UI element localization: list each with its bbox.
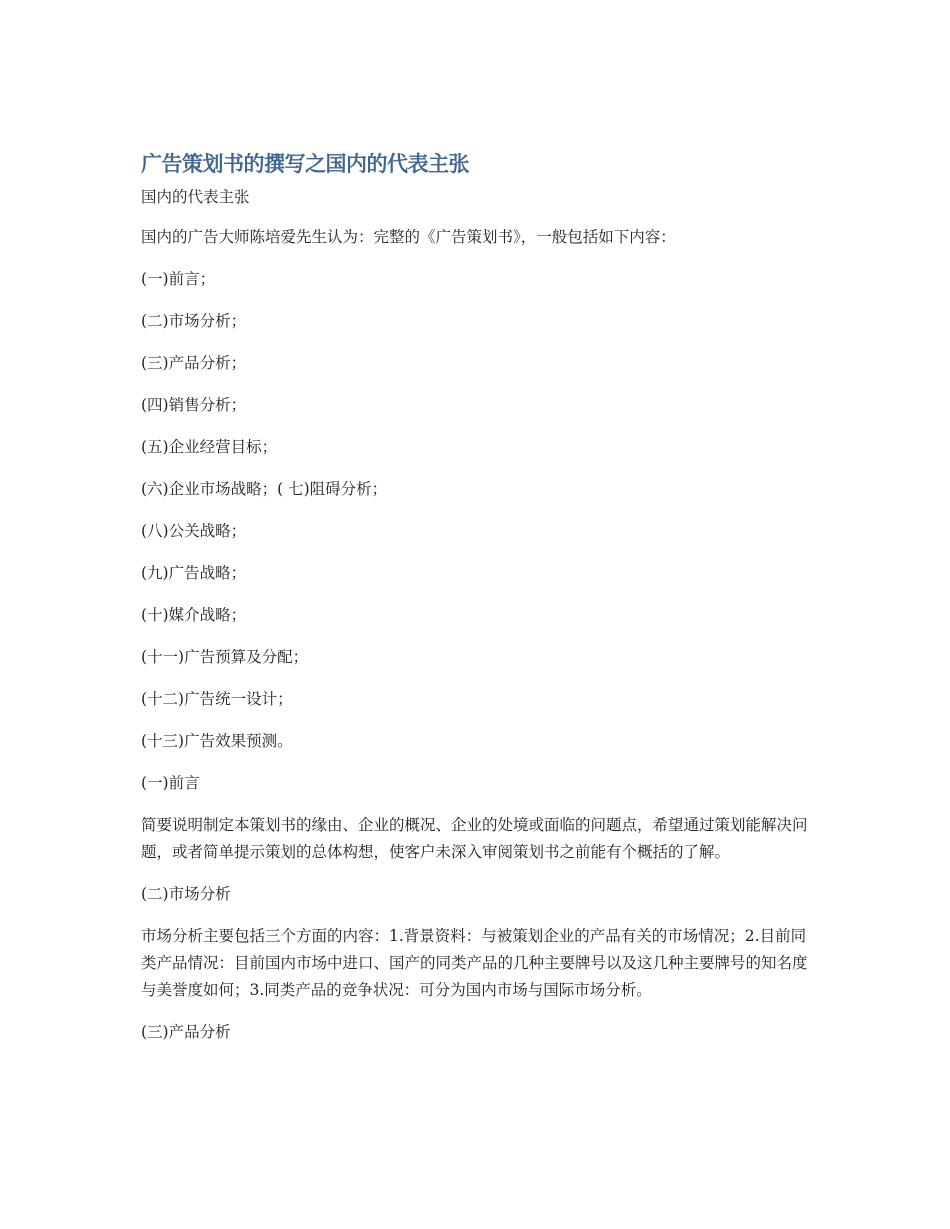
outline-item-1: (一)前言；: [141, 270, 216, 288]
outline-item-9: (九)广告战略；: [141, 564, 247, 582]
outline-item-3: (三)产品分析；: [141, 354, 247, 372]
intro-paragraph: 国内的广告大师陈培爱先生认为：完整的《广告策划书》，一般包括如下内容：: [141, 228, 676, 246]
outline-item-6-7: (六)企业市场战略；( 七)阻碍分析；: [141, 480, 388, 498]
outline-item-13: (十三)广告效果预测。: [141, 732, 293, 750]
outline-item-11: (十一)广告预算及分配；: [141, 648, 309, 666]
outline-item-5: (五)企业经营目标；: [141, 438, 278, 456]
section-heading-market-analysis: (二)市场分析: [141, 885, 231, 903]
outline-item-12: (十二)广告统一设计；: [141, 690, 293, 708]
document-title: 广告策划书的撰写之国内的代表主张: [141, 152, 469, 176]
outline-item-2: (二)市场分析；: [141, 312, 247, 330]
section-heading-preface: (一)前言: [141, 774, 200, 792]
market-analysis-body: 市场分析主要包括三个方面的内容：1.背景资料：与被策划企业的产品有关的市场情况；2.目前同类产品情况：目前国内市场中进口、国产的同类产品的几种主要牌号以及这几种主要牌号的知名度与美誉度如何；3.同类产品的竞争状况：可分为国内市场与国际市场分析。: [141, 927, 808, 999]
section-heading-product-analysis: (三)产品分析: [141, 1023, 231, 1041]
preface-body: 简要说明制定本策划书的缘由、企业的概况、企业的处境或面临的问题点，希望通过策划能解决问题，或者简单提示策划的总体构想，使客户未深入审阅策划书之前能有个概括的了解。: [141, 816, 808, 861]
document-subtitle: 国内的代表主张: [141, 188, 250, 206]
outline-item-10: (十)媒介战略；: [141, 606, 247, 624]
outline-item-4: (四)销售分析；: [141, 396, 247, 414]
outline-item-8: (八)公关战略；: [141, 522, 247, 540]
document-page: [141, 148, 813, 1046]
